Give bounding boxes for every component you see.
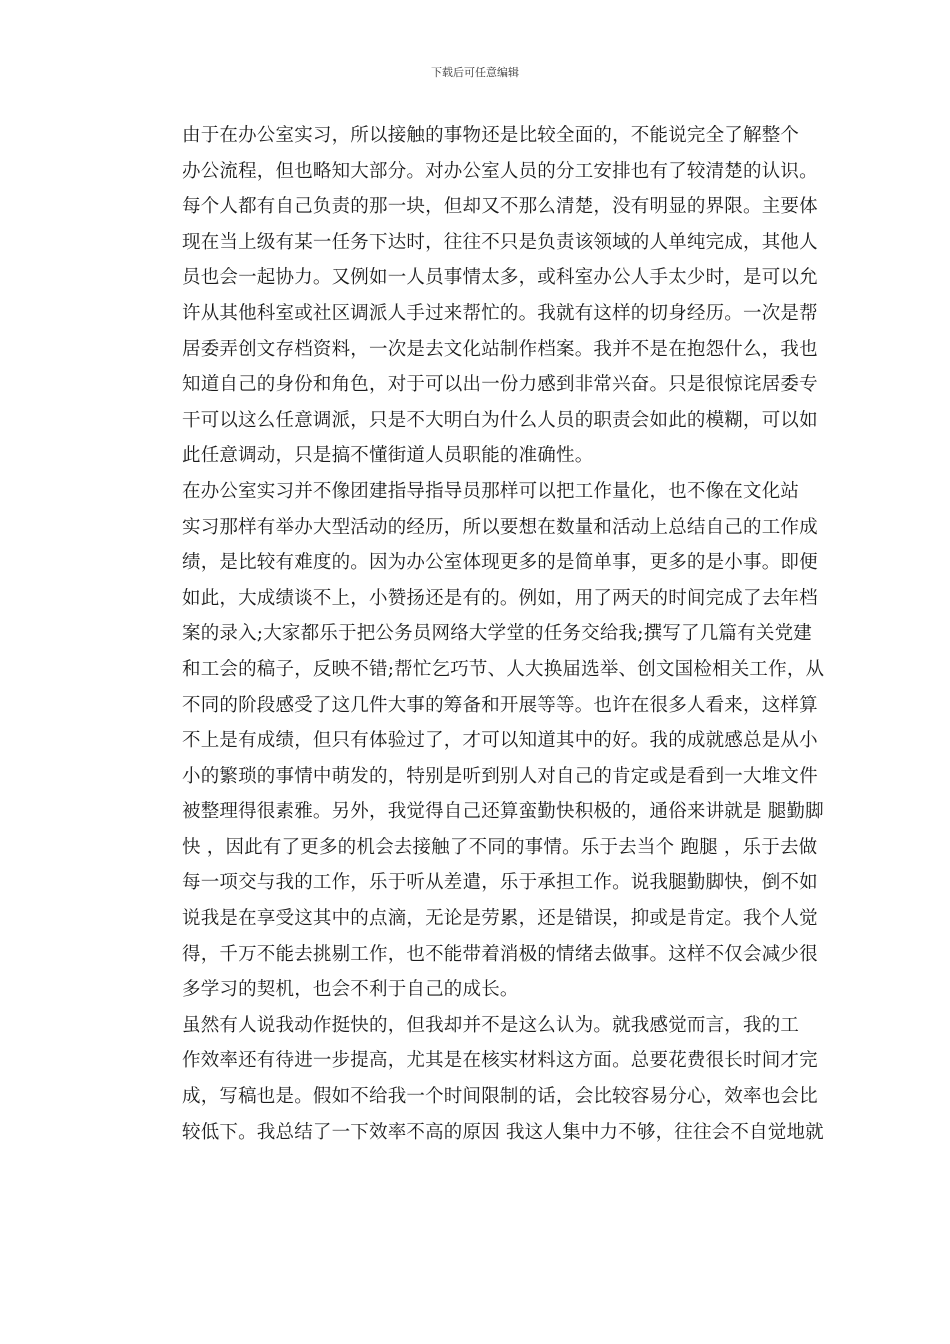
text-line: 每一项交与我的工作，乐于听从差遣，乐于承担工作。说我腿勤脚快，倒不如	[182, 872, 818, 894]
text-line: 较低下。我总结了一下效率不高的原因 我这人集中力不够，往往会不自觉地就	[182, 1121, 824, 1143]
text-line: 许从其他科室或社区调派人手过来帮忙的。我就有这样的切身经历。一次是帮	[182, 302, 818, 324]
text-line: 小的繁琐的事情中萌发的，特别是听到别人对自己的肯定或是看到一大堆文件	[182, 765, 818, 787]
text-line: 虽然有人说我动作挺快的，但我却并不是这么认为。就我感觉而言，我的工	[182, 1014, 800, 1036]
text-line: 作效率还有待进一步提高，尤其是在核实材料这方面。总要花费很长时间才完	[182, 1050, 818, 1072]
text-line: 由于在办公室实习，所以接触的事物还是比较全面的，不能说完全了解整个	[182, 125, 800, 146]
text-line: 员也会一起协力。又例如一人员事情太多，或科室办公人手太少时，是可以允	[182, 267, 818, 289]
text-line: 快 ，因此有了更多的机会去接触了不同的事情。乐于去当个 跑腿 ，乐于去做	[182, 836, 818, 858]
document-body	[145, 118, 825, 1150]
text-line: 不同的阶段感受了这几件大事的筹备和开展等等。也许在很多人看来，这样算	[182, 694, 818, 716]
text-line: 和工会的稿子，反映不错;帮忙乞巧节、人大换届选举、创文国检相关工作，从	[182, 658, 825, 680]
text-line: 现在当上级有某一任务下达时，往往不只是负责该领域的人单纯完成，其他人	[182, 231, 818, 253]
text-line: 此任意调动，只是搞不懂街道人员职能的准确性。	[182, 445, 594, 467]
text-line: 办公流程，但也略知大部分。对办公室人员的分工安排也有了较清楚的认识。	[182, 160, 818, 182]
text-line: 不上是有成绩，但只有体验过了，才可以知道其中的好。我的成就感总是从小	[182, 730, 818, 752]
page-header: 下载后可任意编辑	[431, 66, 519, 79]
text-line: 说我是在享受这其中的点滴，无论是劳累，还是错误，抑或是肯定。我个人觉	[182, 908, 818, 930]
text-line: 如此，大成绩谈不上，小赞扬还是有的。例如，用了两天的时间完成了去年档	[182, 587, 818, 609]
text-line: 案的录入;大家都乐于把公务员网络大学堂的任务交给我;撰写了几篇有关党建	[182, 623, 812, 645]
text-line: 多学习的契机，也会不利于自己的成长。	[182, 979, 519, 1001]
text-line: 得，千万不能去挑剔工作，也不能带着消极的情绪去做事。这样不仅会减少很	[182, 943, 818, 965]
text-line: 居委弄创文存档资料，一次是去文化站制作档案。我并不是在抱怨什么，我也	[182, 338, 818, 360]
paragraph-3	[145, 1008, 824, 1150]
paragraph-1	[145, 118, 818, 474]
text-line: 干可以这么任意调派，只是不大明白为什么人员的职责会如此的模糊，可以如	[182, 409, 818, 431]
paragraph-2	[145, 474, 825, 1008]
text-line: 绩，是比较有难度的。因为办公室体现更多的是简单事，更多的是小事。即便	[182, 552, 818, 574]
text-line: 成，写稿也是。假如不给我一个时间限制的话，会比较容易分心，效率也会比	[182, 1086, 818, 1108]
text-line: 被整理得很素雅。另外，我觉得自己还算蛮勤快积极的，通俗来讲就是 腿勤脚	[182, 801, 824, 823]
text-line: 知道自己的身份和角色，对于可以出一份力感到非常兴奋。只是很惊诧居委专	[182, 374, 818, 396]
text-line: 在办公室实习并不像团建指导指导员那样可以把工作量化，也不像在文化站	[182, 480, 800, 502]
text-line: 实习那样有举办大型活动的经历，所以要想在数量和活动上总结自己的工作成	[182, 516, 818, 538]
text-line: 每个人都有自己负责的那一块，但却又不那么清楚，没有明显的界限。主要体	[182, 196, 818, 218]
